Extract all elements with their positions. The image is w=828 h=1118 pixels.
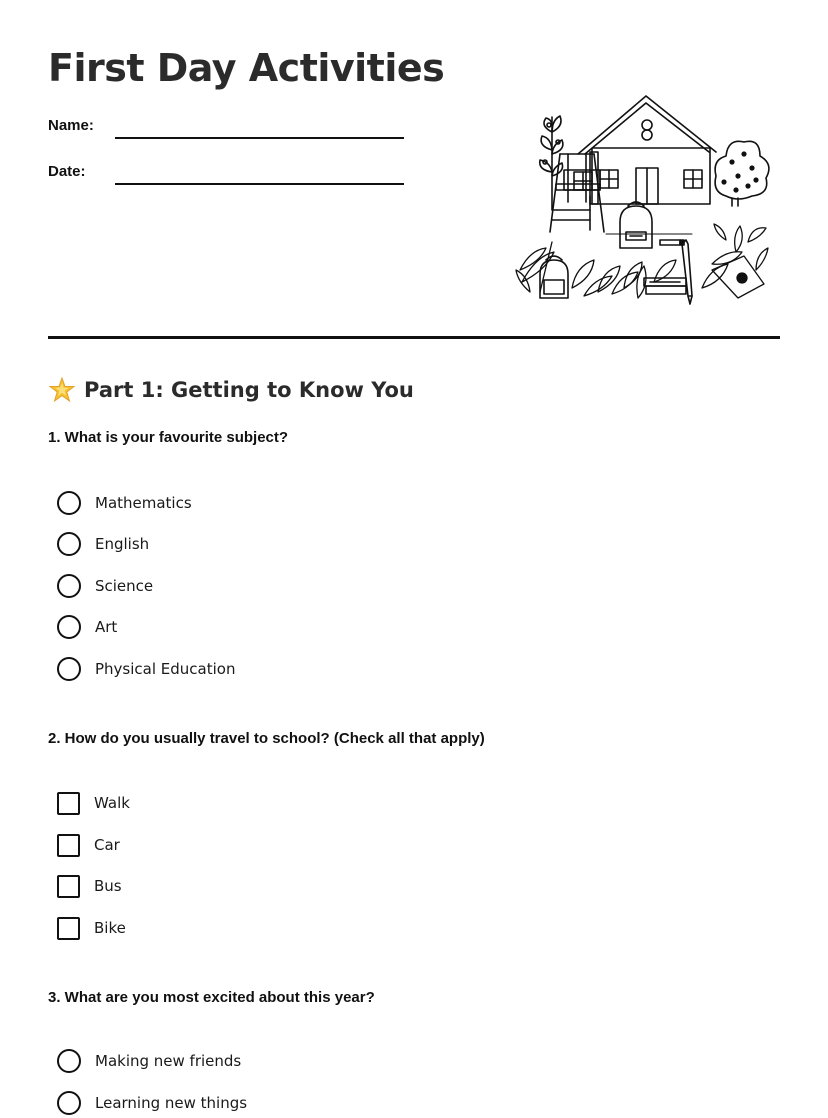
option-label: Mathematics <box>95 494 192 512</box>
option-english[interactable] <box>57 532 149 556</box>
option-mathematics[interactable] <box>57 491 192 515</box>
option-label: Bike <box>94 919 126 937</box>
option-bus[interactable] <box>57 874 122 898</box>
radio-button[interactable] <box>57 574 81 598</box>
school-house-illustration <box>512 92 774 306</box>
radio-button[interactable] <box>57 532 81 556</box>
option-label: Science <box>95 577 154 595</box>
question-1: 1. What is your favourite subject? <box>48 429 289 446</box>
radio-button[interactable] <box>57 1049 81 1073</box>
option-art[interactable] <box>57 615 117 639</box>
option-label: Making new friends <box>95 1052 242 1070</box>
option-label: Learning new things <box>95 1094 248 1112</box>
option-making-new-friends[interactable] <box>57 1049 241 1073</box>
option-label: Art <box>95 618 118 636</box>
checkbox[interactable] <box>57 917 80 940</box>
option-science[interactable] <box>57 574 153 598</box>
part1-title: Part 1: Getting to Know You <box>84 378 414 402</box>
option-car[interactable] <box>57 833 120 857</box>
option-bike[interactable] <box>57 916 126 940</box>
checkbox[interactable] <box>57 792 80 815</box>
right-tree-icon <box>715 141 769 206</box>
radio-button[interactable] <box>57 657 81 681</box>
checkbox[interactable] <box>57 875 80 898</box>
option-label: Car <box>94 836 120 854</box>
option-label: Physical Education <box>95 660 236 678</box>
question-2: 2. How do you usually travel to school? (Check all that apply) <box>48 730 485 747</box>
house-icon <box>574 96 716 204</box>
date-label: Date: <box>48 163 86 180</box>
option-label: English <box>95 535 150 553</box>
radio-button[interactable] <box>57 1091 81 1115</box>
option-walk[interactable] <box>57 791 130 815</box>
name-label: Name: <box>48 117 94 134</box>
star-icon <box>48 376 76 404</box>
date-input-line[interactable] <box>115 183 404 185</box>
swing-set-icon <box>550 154 604 232</box>
checkbox[interactable] <box>57 834 80 857</box>
question-3: 3. What are you most excited about this year? <box>48 989 375 1006</box>
page-title: First Day Activities <box>48 46 445 90</box>
radio-button[interactable] <box>57 615 81 639</box>
option-label: Walk <box>94 794 130 812</box>
books-icon <box>644 278 686 294</box>
section-divider <box>48 336 780 339</box>
option-physical-education[interactable] <box>57 657 235 681</box>
leaves-icon <box>516 224 768 298</box>
radio-button[interactable] <box>57 491 81 515</box>
backpack-icon <box>620 202 684 248</box>
name-input-line[interactable] <box>115 137 404 139</box>
option-learning-new-things[interactable] <box>57 1091 247 1115</box>
part1-heading <box>48 374 414 406</box>
option-label: Bus <box>94 877 122 895</box>
